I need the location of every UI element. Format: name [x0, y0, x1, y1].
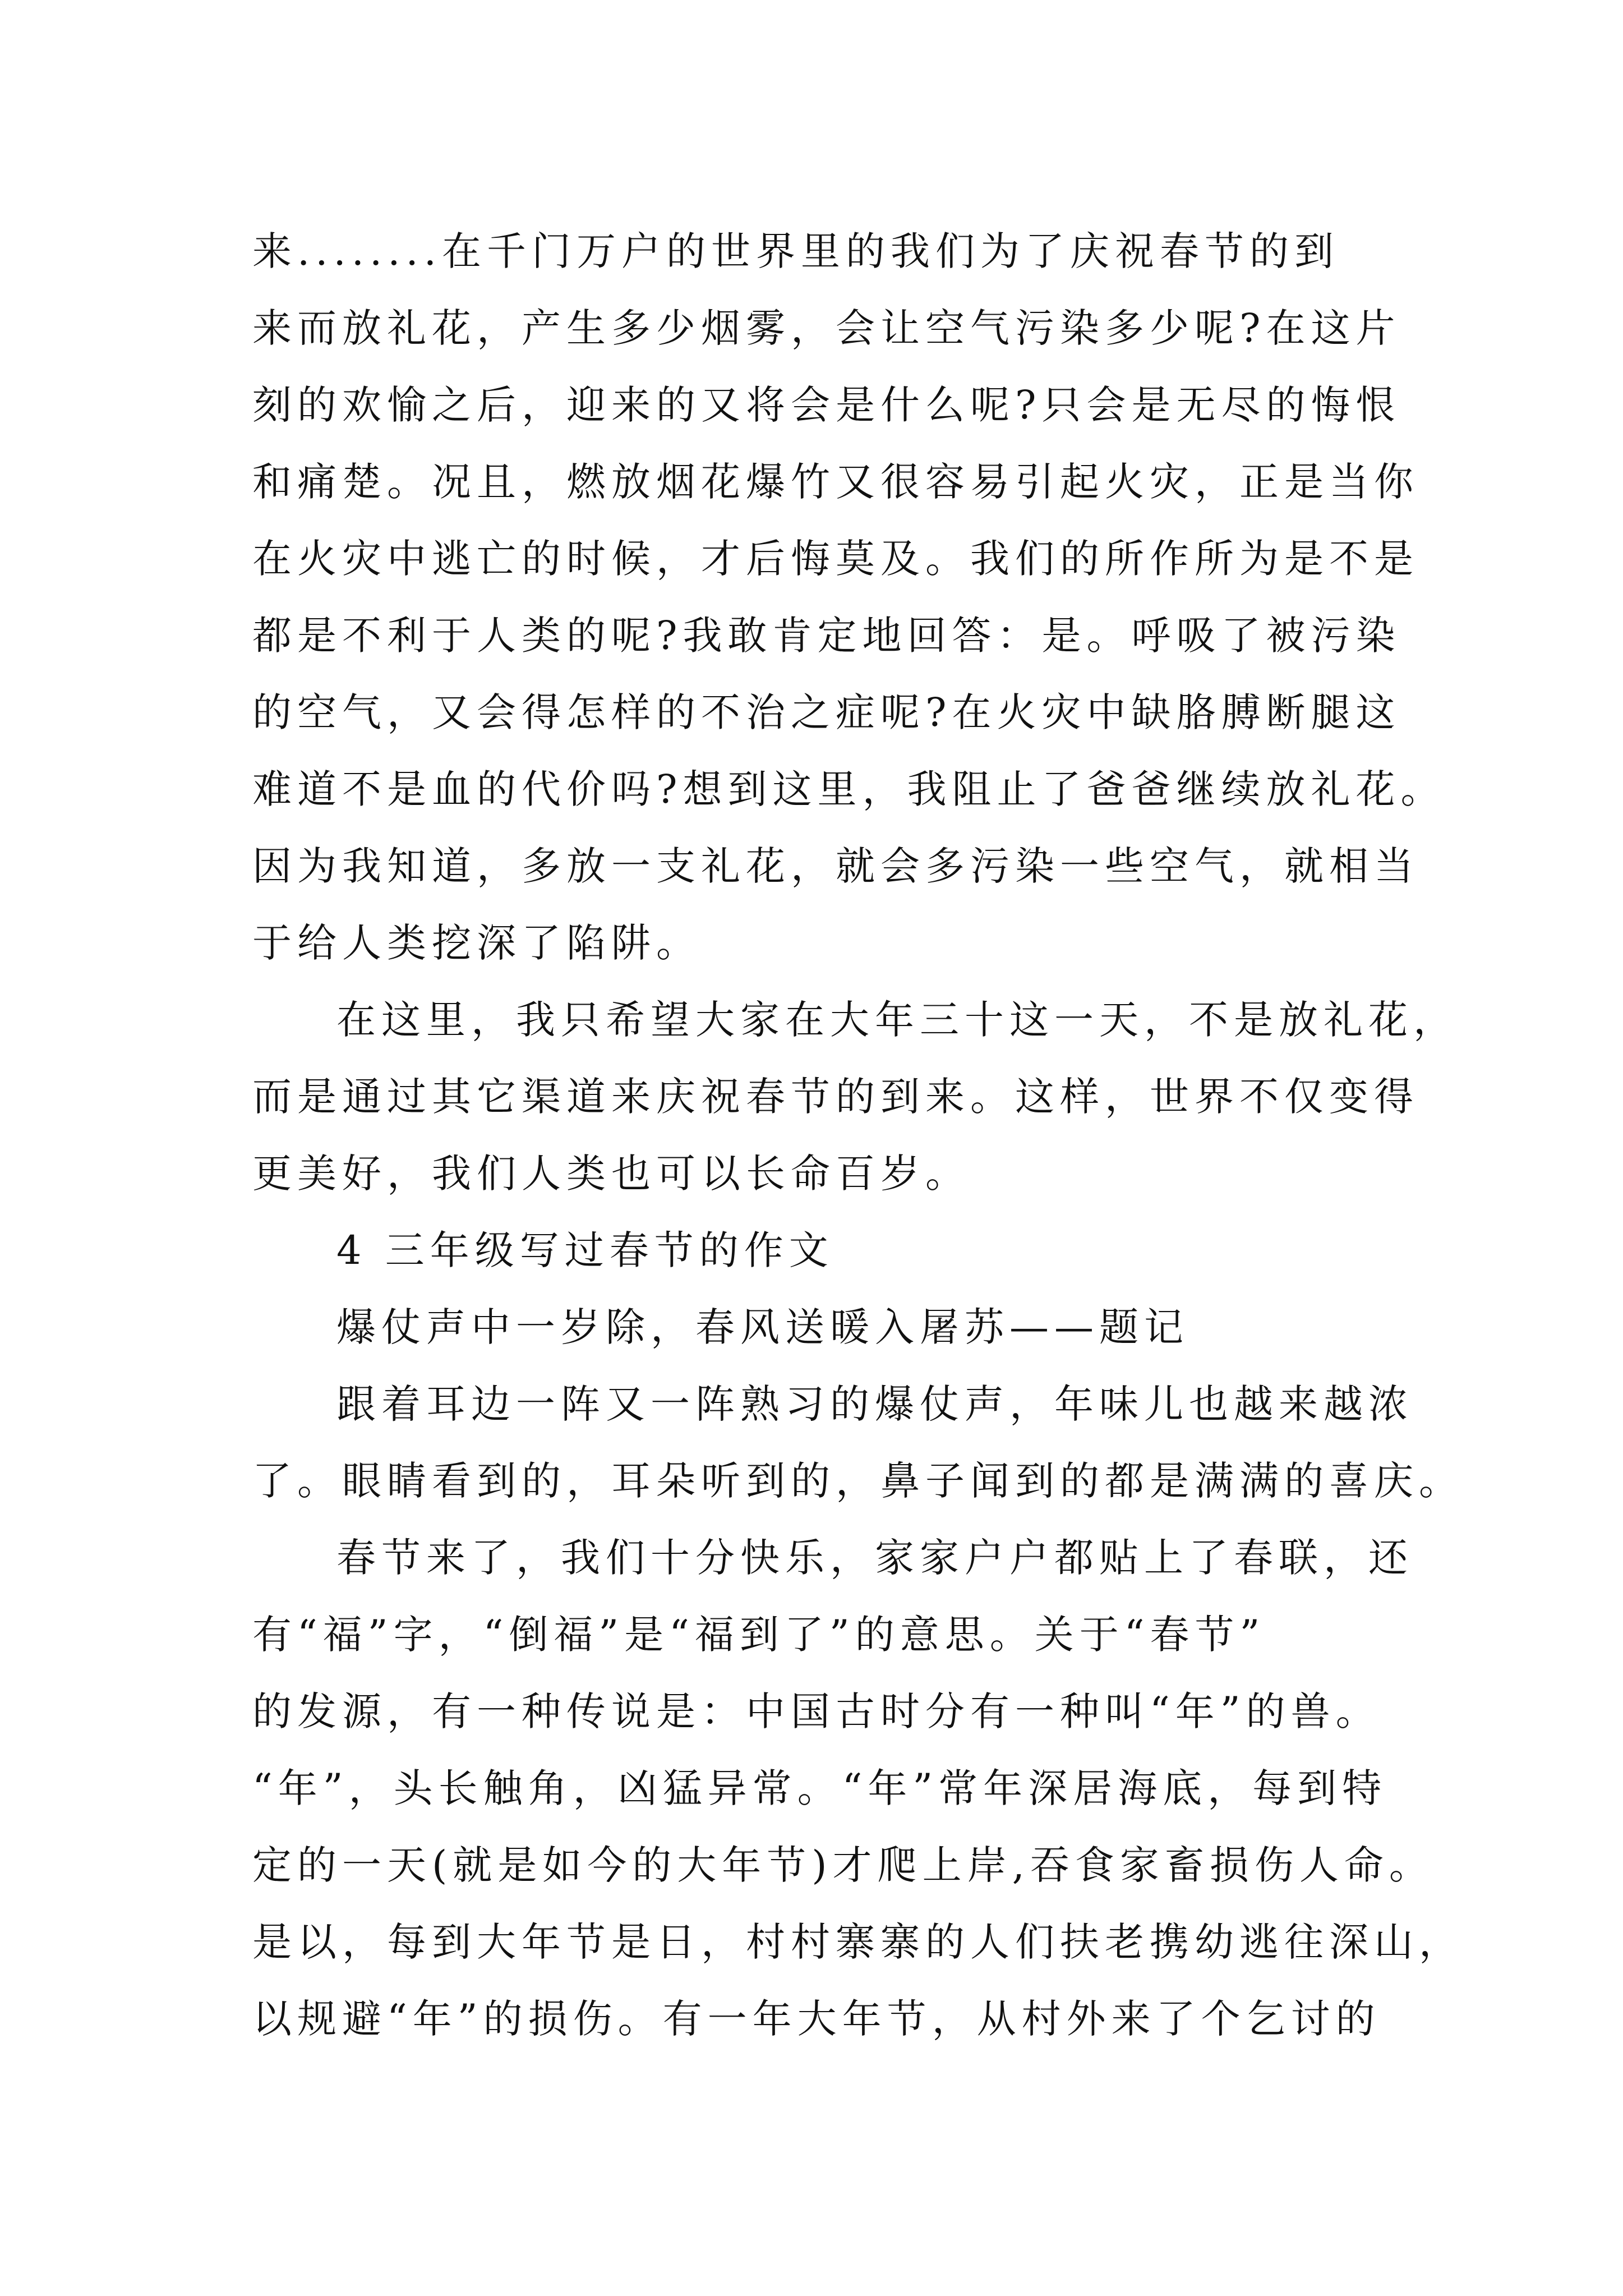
text-line: 刻的欢愉之后，迎来的又将会是什么呢?只会是无尽的悔恨: [252, 382, 1401, 428]
text-line: 了。眼睛看到的，耳朵听到的，鼻子闻到的都是满满的喜庆。: [252, 1458, 1464, 1504]
text-line: 是以，每到大年节是日，村村寨寨的人们扶老携幼逃往深山，: [252, 1919, 1464, 1965]
text-line: 有“福”字，“倒福”是“福到了”的意思。关于“春节”: [252, 1612, 1266, 1658]
text-line: 的空气，又会得怎样的不治之症呢?在火灾中缺胳膊断腿这: [252, 689, 1401, 735]
text-line: “年”，头长触角，凶猛异常。“年”常年深居海底，每到特: [252, 1765, 1387, 1811]
text-line: 难道不是血的代价吗?想到这里，我阻止了爸爸继续放礼花。: [252, 766, 1446, 812]
text-line: 于给人类挖深了陷阱。: [252, 920, 701, 966]
text-line: 而是通过其它渠道来庆祝春节的到来。这样，世界不仅变得: [252, 1074, 1419, 1120]
text-line: 在火灾中逃亡的时候，才后悔莫及。我们的所作所为是不是: [252, 536, 1419, 582]
text-line: 定的一天(就是如今的大年节)才爬上岸,吞食家畜损伤人命。: [252, 1842, 1434, 1888]
text-line: 来而放礼花，产生多少烟雾，会让空气污染多少呢?在这片: [252, 305, 1401, 351]
text-line: 以规避“年”的损伤。有一年大年节，从村外来了个乞讨的: [252, 1996, 1381, 2042]
text-line: 和痛楚。况且，燃放烟花爆竹又很容易引起火灾，正是当你: [252, 459, 1419, 505]
text-line: 的发源，有一种传说是：中国古时分有一种叫“年”的兽。: [252, 1688, 1381, 1734]
text-line: 都是不利于人类的呢?我敢肯定地回答：是。呼吸了被污染: [252, 613, 1401, 659]
text-line: 春节来了，我们十分快乐，家家户户都贴上了春联，还: [336, 1535, 1413, 1581]
epigraph: 爆仗声中一岁除，春风送暖入屠苏——题记: [336, 1304, 1189, 1350]
text-line: 因为我知道，多放一支礼花，就会多污染一些空气，就相当: [252, 843, 1419, 889]
text-line: 跟着耳边一阵又一阵熟习的爆仗声，年味儿也越来越浓: [336, 1381, 1413, 1427]
text-line: 来........在千门万户的世界里的我们为了庆祝春节的到: [252, 228, 1340, 274]
text-line: 更美好，我们人类也可以长命百岁。: [252, 1151, 970, 1197]
section-heading: 4 三年级写过春节的作文: [336, 1227, 834, 1273]
text-line: 在这里，我只希望大家在大年三十这一天，不是放礼花，: [336, 997, 1458, 1043]
